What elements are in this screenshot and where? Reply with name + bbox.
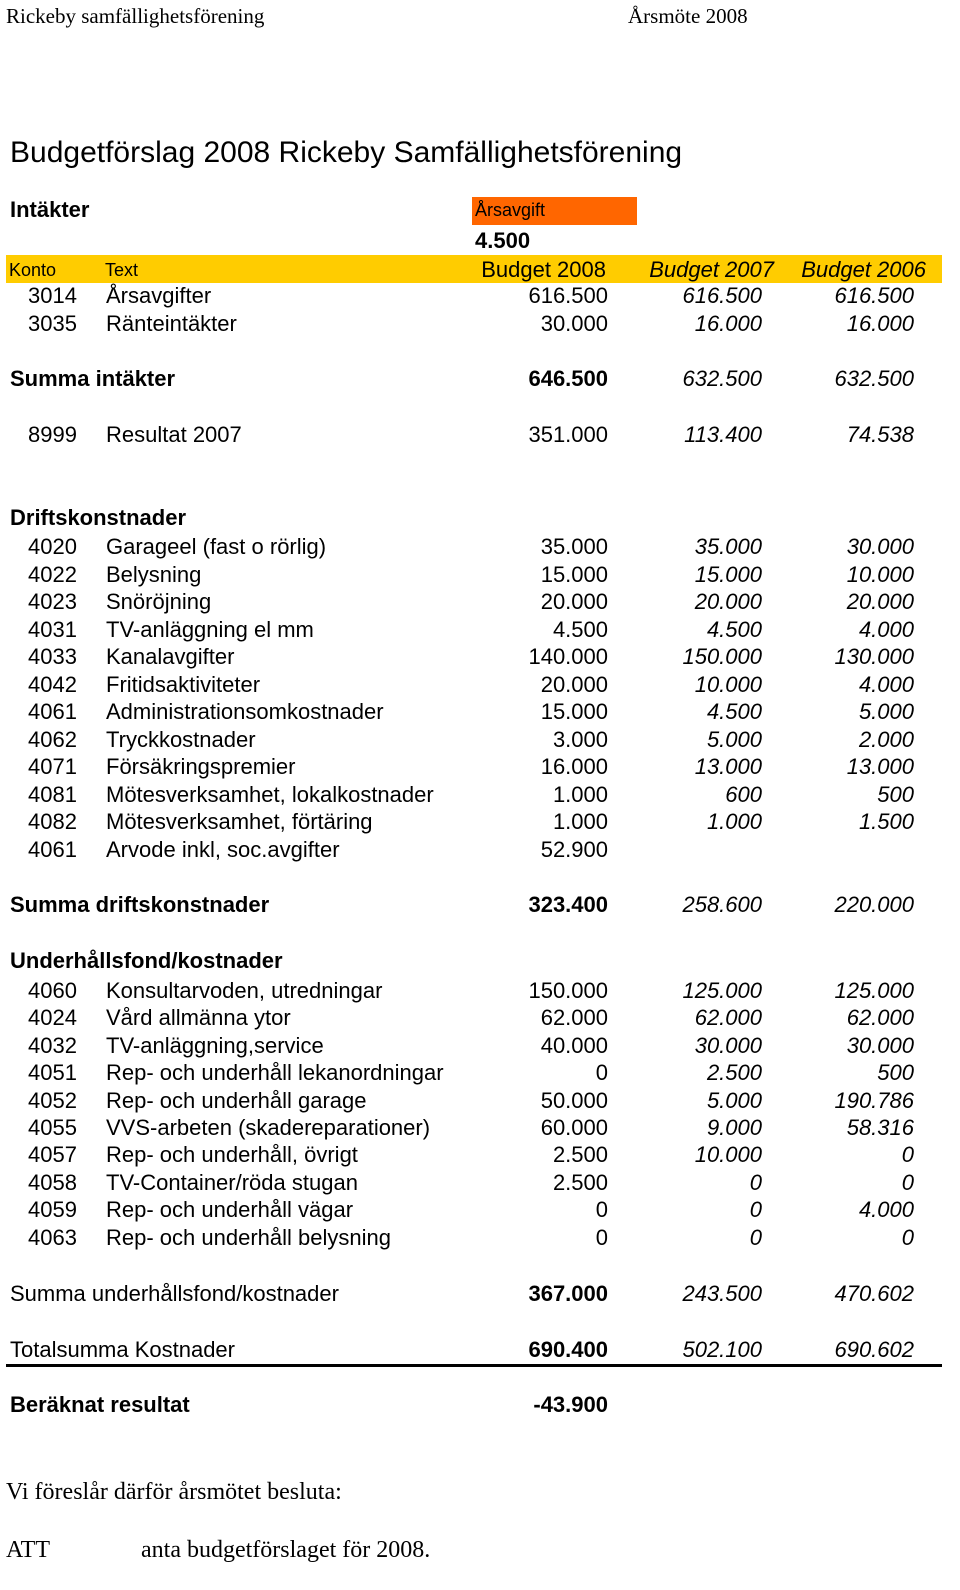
maintenance-text: Rep- och underhåll belysning [106,1224,391,1250]
operating-row [0,698,960,726]
operating-budget-2007: 600 [725,781,762,807]
maintenance-budget-2006: 500 [877,1060,914,1086]
calculated-result-row [0,1391,960,1419]
operating-budget-2008: 1.000 [552,781,608,807]
fee-box-label: Årsavgift [475,200,546,220]
income-text: Årsavgifter [106,283,212,308]
maintenance-budget-2006: 62.000 [846,1005,914,1031]
operating-budget-2007: 1.000 [706,809,762,834]
income-sum-row [0,365,960,393]
maintenance-row [0,1169,960,1197]
operating-row [0,616,960,644]
maintenance-budget-2007: 5.000 [706,1087,762,1113]
operating-konto: 4022 [28,561,77,587]
operating-budget-2007: 35.000 [694,534,762,559]
maintenance-budget-2006: 4.000 [858,1197,914,1223]
income-sum-label: Summa intäkter [10,366,176,391]
operating-konto: 4023 [28,589,77,614]
maintenance-sum-row [0,1280,960,1308]
operating-row [0,588,960,616]
operating-budget-2008: 20.000 [540,671,608,697]
maintenance-budget-2007: 10.000 [694,1142,762,1168]
operating-budget-2006: 30.000 [846,534,914,559]
operating-budget-2006: 4.000 [858,671,914,697]
income-row [0,282,960,310]
maintenance-konto: 4058 [28,1169,77,1195]
column-header-budget-2007: Budget 2007 [649,257,774,282]
operating-row [0,643,960,671]
income-row [0,310,960,338]
maintenance-budget-2006: 58.316 [846,1115,914,1140]
operating-konto: 4061 [28,699,77,724]
operating-budget-2006: 500 [877,781,914,807]
document-header-left: Rickeby samfällighetsförening [6,4,265,28]
maintenance-budget-2008: 50.000 [540,1087,608,1113]
column-header-row [0,256,960,284]
maintenance-row [0,1141,960,1169]
maintenance-text: Rep- och underhåll vägar [106,1197,354,1223]
operating-konto: 4081 [28,781,77,807]
maintenance-row [0,1114,960,1142]
operating-row [0,533,960,561]
operating-text: Administrationsomkostnader [106,699,384,724]
maintenance-budget-2007: 62.000 [694,1005,762,1031]
result-2008: 351.000 [528,422,608,447]
maintenance-budget-2006: 190.786 [834,1087,914,1113]
maintenance-row [0,1004,960,1032]
operating-heading: Driftskonstnader [10,505,187,530]
operating-budget-2008: 1.000 [552,809,608,834]
operating-text: Försäkringspremier [106,754,296,779]
maintenance-konto: 4052 [28,1087,77,1113]
operating-sum-row [0,891,960,919]
operating-budget-2008: 140.000 [528,644,608,669]
result-text: Resultat 2007 [106,422,242,447]
maintenance-text: Konsultarvoden, utredningar [106,978,383,1003]
maintenance-row [0,1059,960,1087]
maintenance-konto: 4024 [28,1005,77,1031]
operating-text: Arvode inkl, soc.avgifter [106,836,340,862]
operating-budget-2007: 15.000 [694,561,762,587]
operating-budget-2006: 5.000 [858,699,914,724]
operating-text: Snöröjning [106,589,212,614]
proposal-att: ATT [6,1537,50,1563]
maintenance-budget-2007: 2.500 [706,1060,762,1086]
operating-budget-2006: 13.000 [846,754,914,779]
operating-konto: 4020 [28,534,77,559]
result-2007: 113.400 [684,422,762,447]
maintenance-row [0,1224,960,1252]
income-konto: 3014 [28,283,77,308]
operating-budget-2006: 130.000 [834,644,914,669]
maintenance-budget-2008: 2.500 [552,1142,608,1168]
operating-konto: 4061 [28,836,77,862]
maintenance-budget-2008: 2.500 [552,1169,608,1195]
operating-budget-2008: 16.000 [540,754,608,779]
operating-text: TV-anläggning el mm [106,616,314,642]
operating-sum-2007: 258.600 [682,892,762,917]
income-sum-2006: 632.500 [834,366,914,391]
operating-budget-2007: 5.000 [706,726,762,752]
maintenance-sum-2007: 243.500 [682,1281,762,1306]
operating-text: Kanalavgifter [106,644,235,669]
maintenance-konto: 4059 [28,1197,77,1223]
page-title: Budgetförslag 2008 Rickeby Samfällighetsförening [10,136,683,169]
maintenance-sum-2008: 367.000 [528,1281,608,1306]
operating-row [0,671,960,699]
fee-box [472,197,637,225]
operating-budget-2008: 20.000 [540,589,608,614]
operating-text: Belysning [106,561,202,587]
maintenance-text: Rep- och underhåll lekanordningar [106,1060,444,1086]
income-sum-2007: 632.500 [682,366,762,391]
operating-budget-2006: 20.000 [846,589,914,614]
income-budget-2008: 30.000 [540,310,608,336]
maintenance-budget-2007: 125.000 [682,978,762,1003]
operating-budget-2007: 13.000 [694,754,762,779]
maintenance-sum-label: Summa underhållsfond/kostnader [10,1281,339,1306]
total-costs-label: Totalsumma Kostnader [10,1337,235,1362]
operating-text: Fritidsaktiviteter [106,671,261,697]
column-header-budget-2006: Budget 2006 [801,257,926,282]
maintenance-budget-2007: 30.000 [694,1032,762,1058]
proposal-decision: anta budgetförslaget för 2008. [141,1537,431,1563]
maintenance-heading: Underhållsfond/kostnader [10,948,283,973]
maintenance-budget-2006: 30.000 [846,1032,914,1058]
operating-row [0,781,960,809]
maintenance-budget-2006: 0 [901,1142,914,1168]
total-costs-2008: 690.400 [528,1337,608,1362]
operating-konto: 4031 [28,616,77,642]
operating-budget-2006: 2.000 [858,726,914,752]
operating-text: Mötesverksamhet, lokalkostnader [106,781,434,807]
income-budget-2006: 616.500 [834,283,914,308]
operating-budget-2007: 4.500 [706,616,762,642]
maintenance-budget-2006: 0 [901,1169,914,1195]
maintenance-budget-2008: 0 [595,1224,608,1250]
maintenance-budget-2008: 62.000 [540,1005,608,1031]
maintenance-text: Rep- och underhåll, övrigt [106,1142,358,1168]
operating-budget-2007: 10.000 [694,671,762,697]
operating-konto: 4033 [28,644,77,669]
column-header-text: Text [105,260,139,280]
operating-budget-2006: 1.500 [858,809,914,834]
column-header-konto: Konto [9,260,57,280]
operating-sum-label: Summa driftskonstnader [10,892,270,917]
operating-budget-2008: 15.000 [540,699,608,724]
operating-budget-2008: 35.000 [540,534,608,559]
result-2006: 74.538 [846,422,914,447]
maintenance-row [0,1196,960,1224]
maintenance-text: TV-anläggning,service [106,1032,324,1058]
maintenance-konto: 4063 [28,1224,77,1250]
operating-budget-2008: 52.900 [540,836,608,862]
maintenance-konto: 4032 [28,1032,77,1058]
income-heading: Intäkter [10,197,90,222]
operating-sum-2008: 323.400 [528,892,608,917]
maintenance-sum-2006: 470.602 [834,1281,914,1306]
maintenance-konto: 4055 [28,1115,77,1140]
maintenance-text: VVS-arbeten (skadereparationer) [106,1115,431,1140]
maintenance-text: Vård allmänna ytor [106,1005,291,1031]
proposal-intro: Vi föreslår därför årsmötet besluta: [6,1479,342,1505]
result-row [0,421,960,449]
result-konto: 8999 [28,422,77,447]
operating-konto: 4062 [28,726,77,752]
maintenance-text: TV-Container/röda stugan [106,1169,358,1195]
operating-konto: 4082 [28,809,77,834]
maintenance-budget-2007: 0 [749,1224,762,1250]
income-konto: 3035 [28,310,77,336]
total-costs-row [0,1336,960,1364]
maintenance-konto: 4051 [28,1060,77,1086]
calculated-result-label: Beräknat resultat [10,1392,190,1417]
maintenance-row [0,1087,960,1115]
operating-row [0,753,960,781]
income-budget-2006: 16.000 [846,310,914,336]
maintenance-budget-2008: 0 [595,1197,608,1223]
maintenance-konto: 4060 [28,978,77,1003]
maintenance-budget-2008: 150.000 [528,978,608,1003]
income-budget-2007: 16.000 [694,310,762,336]
maintenance-row [0,1032,960,1060]
income-budget-2007: 616.500 [682,283,762,308]
maintenance-row [0,977,960,1005]
operating-row [0,808,960,836]
total-costs-2006: 690.602 [834,1337,914,1362]
maintenance-budget-2006: 0 [901,1224,914,1250]
operating-text: Mötesverksamhet, förtäring [106,809,373,834]
maintenance-budget-2007: 0 [749,1169,762,1195]
total-costs-2007: 502.100 [682,1337,762,1362]
income-text: Ränteintäkter [106,310,237,336]
operating-row [0,561,960,589]
operating-text: Tryckkostnader [106,726,256,752]
operating-budget-2007: 20.000 [694,589,762,614]
maintenance-budget-2008: 40.000 [540,1032,608,1058]
maintenance-budget-2007: 0 [749,1197,762,1223]
maintenance-konto: 4057 [28,1142,77,1168]
maintenance-budget-2007: 9.000 [706,1115,762,1140]
operating-text: Garageel (fast o rörlig) [106,534,327,559]
operating-budget-2008: 4.500 [552,616,608,642]
operating-budget-2007: 150.000 [682,644,762,669]
operating-budget-2006: 4.000 [858,616,914,642]
operating-budget-2008: 3.000 [552,726,608,752]
operating-sum-2006: 220.000 [834,892,914,917]
operating-konto: 4071 [28,754,77,779]
operating-row [0,836,960,864]
operating-budget-2008: 15.000 [540,561,608,587]
calculated-result-2008: -43.900 [533,1392,608,1417]
column-header-budget-2008: Budget 2008 [481,257,606,282]
total-divider [6,1364,942,1367]
operating-budget-2007: 4.500 [706,699,762,724]
income-budget-2008: 616.500 [528,283,608,308]
operating-budget-2006: 10.000 [846,561,914,587]
document-header-right: Årsmöte 2008 [628,4,748,28]
income-sum-2008: 646.500 [528,366,608,391]
maintenance-text: Rep- och underhåll garage [106,1087,367,1113]
maintenance-budget-2006: 125.000 [834,978,914,1003]
maintenance-budget-2008: 60.000 [540,1115,608,1140]
operating-konto: 4042 [28,671,77,697]
operating-row [0,726,960,754]
fee-box-value: 4.500 [475,228,531,253]
maintenance-budget-2008: 0 [595,1060,608,1086]
